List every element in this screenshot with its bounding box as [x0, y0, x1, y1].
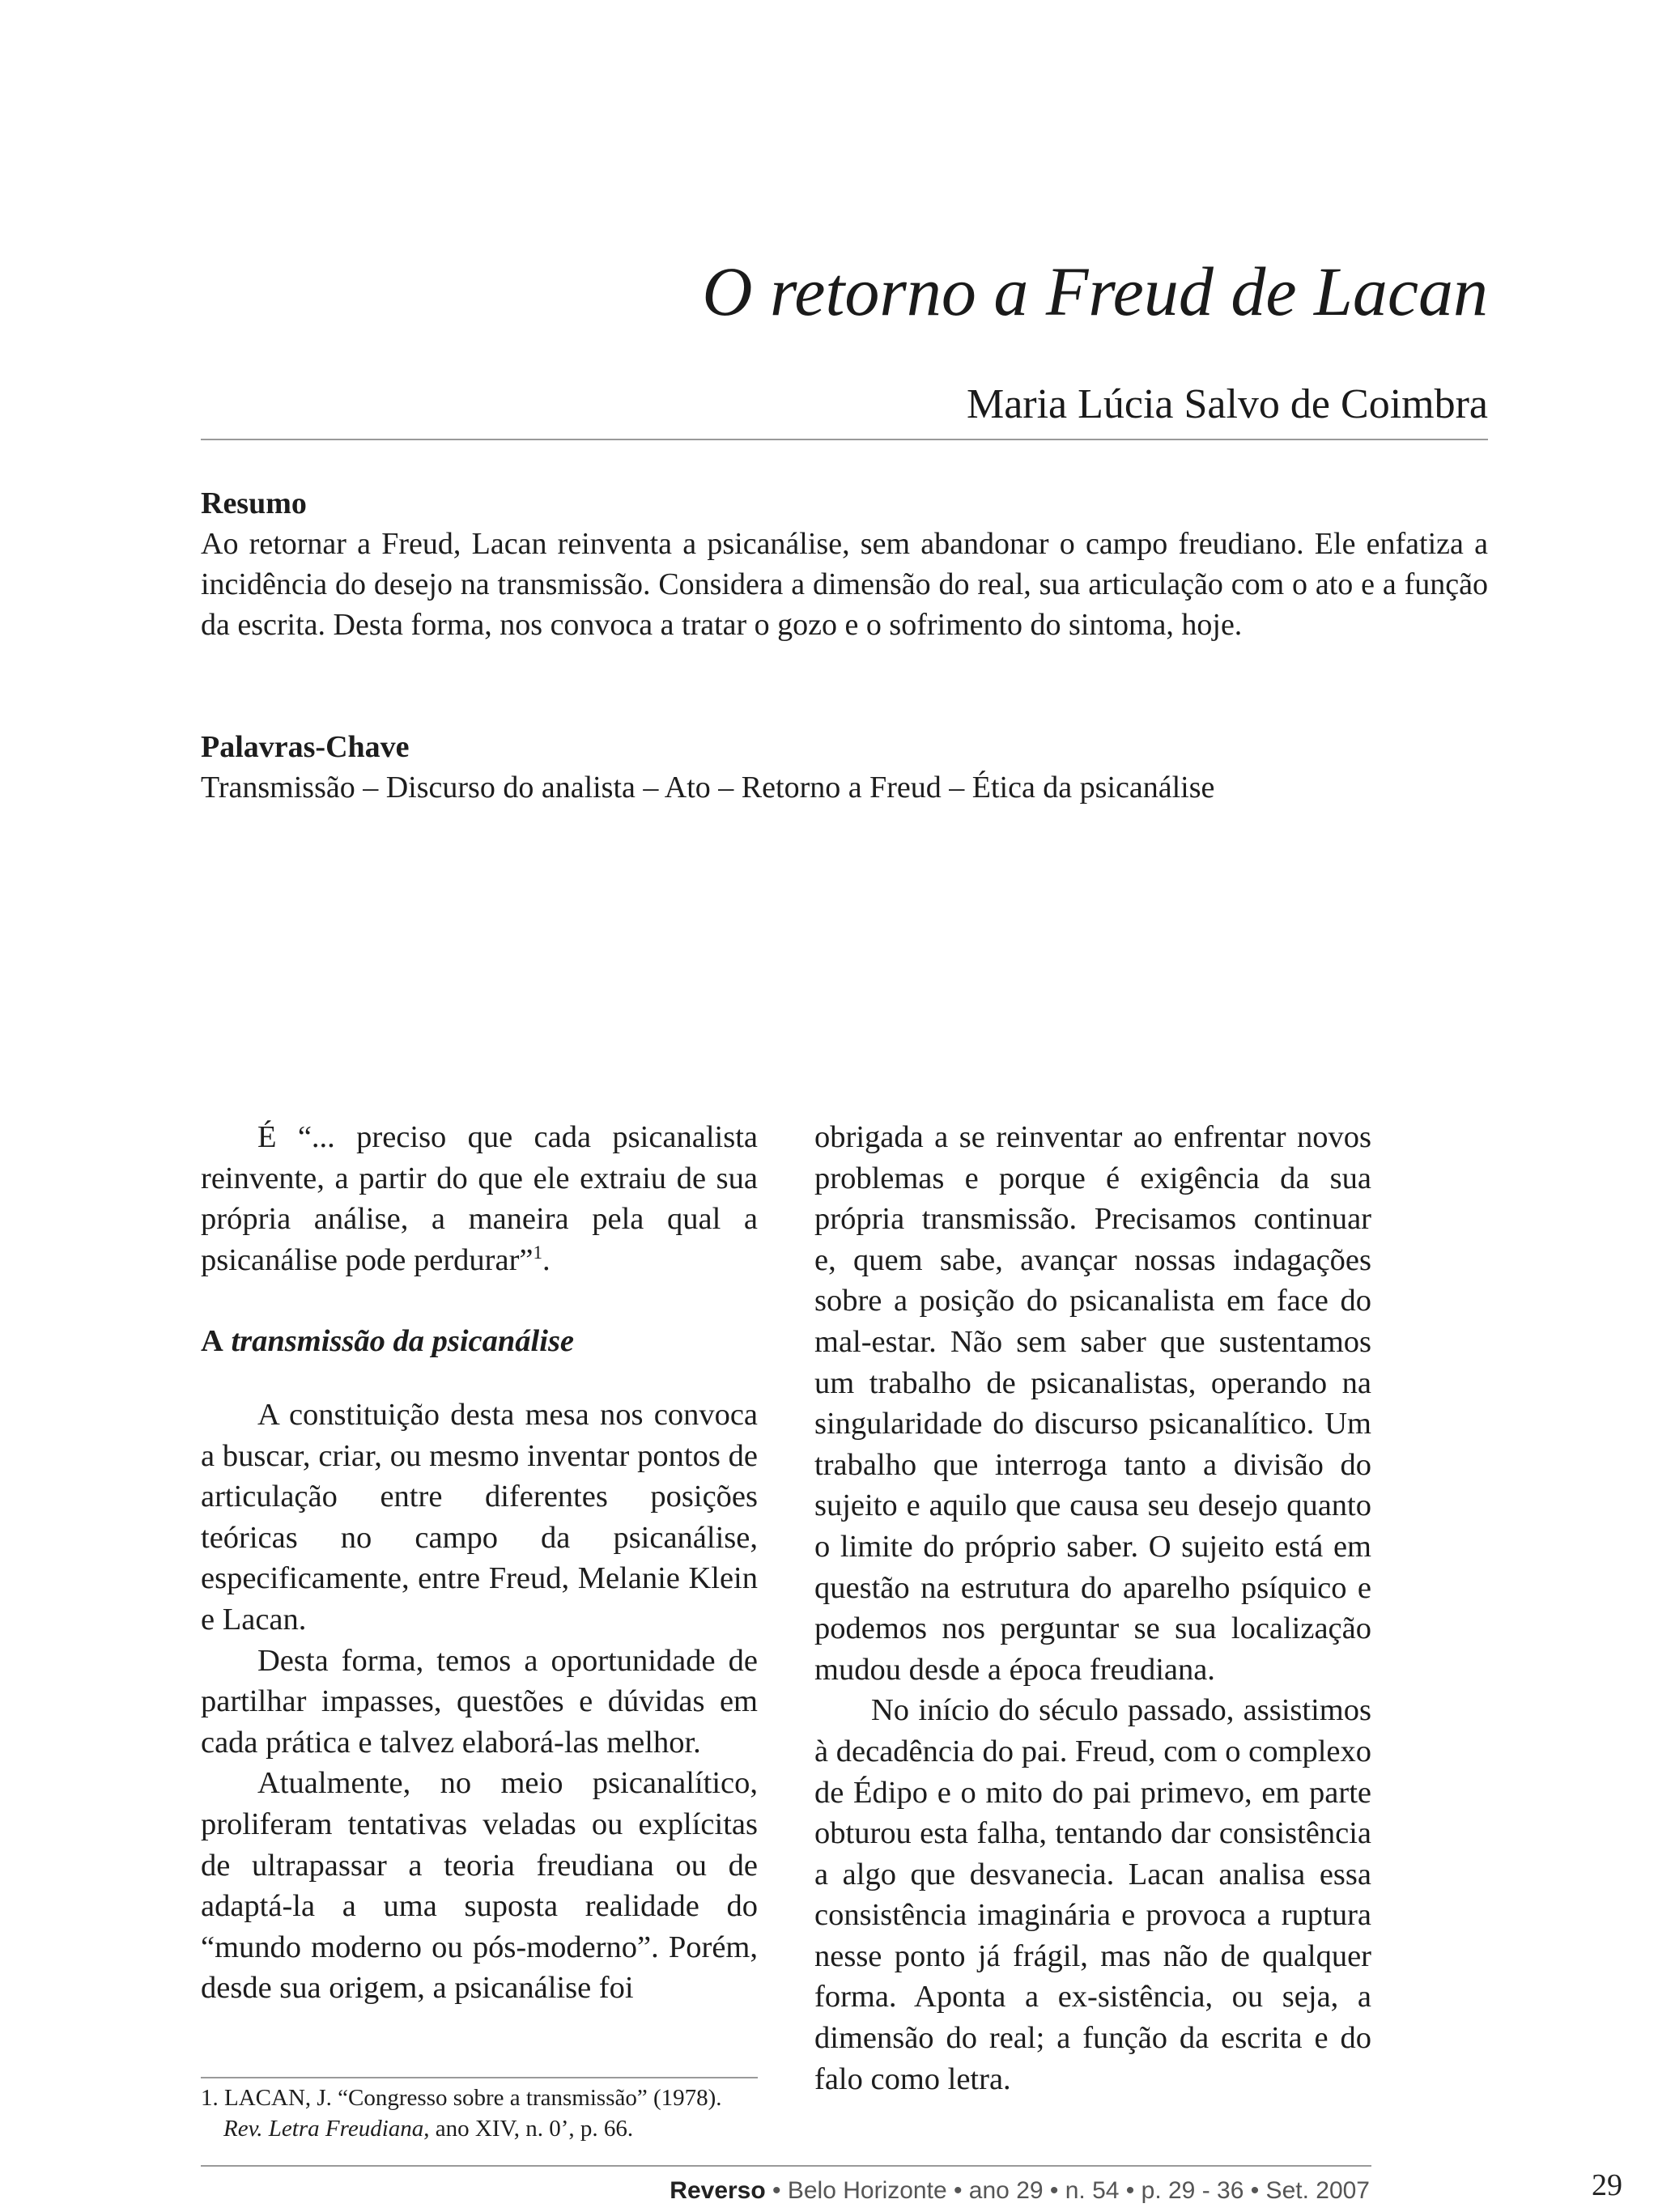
footnote	[201, 2083, 767, 2144]
section-heading-title: transmissão da psicanálise	[231, 1324, 575, 1359]
page-number: 29	[1592, 2168, 1622, 2202]
footnote-details: , ano XIV, n. 0’, p. 66.	[423, 2116, 634, 2142]
body-column-right	[814, 1117, 1371, 2099]
body-paragraph: obrigada a se reinventar ao enfrentar novos problemas e porque é exigência da sua própria transmissão. Precisamos continuar e, quem sabe, avançar nossas indagações sobre a posição do psicanalista em face do mal-estar. Não sem saber que sustentamos um trabalho de psicanalistas, operando na singularidade do discurso psicanalítico. Um trabalho que interroga tanto a divisão do sujeito e aquilo que causa seu desejo quanto o limite do próprio saber. O sujeito está em questão na estrutura do aparelho psíquico e podemos nos perguntar se sua localização mudou desde a época freudiana.	[814, 1120, 1371, 1687]
epigraph-text: É “... preciso que cada psicanalista reinvente, a partir do que ele extraiu de sua própria análise, a maneira pela qual a psicanálise pode perdurar”	[201, 1120, 758, 1277]
keywords-text: Transmissão – Discurso do analista – Ato – Retorno a Freud – Ética da psicanálise	[201, 771, 1215, 805]
footnote-line-continued	[201, 2113, 767, 2144]
footer-divider	[201, 2165, 1371, 2167]
running-footer	[670, 2177, 1370, 2205]
abstract-heading: Resumo	[201, 486, 307, 520]
body-paragraph: A constituição desta mesa nos convoca a buscar, criar, ou mesmo inventar pontos de articulação entre diferentes posições teóricas no campo da psicanálise, especificamente, entre Freud, Melanie Klein e Lacan.	[201, 1397, 758, 1637]
abstract-text: Ao retornar a Freud, Lacan reinventa a psicanálise, sem abandonar o campo freudiano. Ele enfatiza a incidência do desejo na transmissão. Considera a dimensão do real, sua articulação com o ato e a função da escrita. Desta forma, nos convoca a tratar o gozo e o sofrimento do sintoma, hoje.	[201, 527, 1488, 642]
body-paragraph: Desta forma, temos a oportunidade de partilhar impasses, questões e dúvidas em cada prática e talvez elaborá-las melhor.	[201, 1643, 758, 1760]
epigraph: É “... preciso que cada psicanalista reinvente, a partir do que ele extraiu de sua própria análise, a maneira pela qual a psicanálise pode perdurar”$^1$.	[201, 1120, 758, 1277]
article-author: Maria Lúcia Salvo de Coimbra	[966, 381, 1488, 427]
footnote-divider	[201, 2077, 758, 2078]
keywords-heading: Palavras-Chave	[201, 730, 410, 764]
footnote-journal: Rev. Letra Freudiana	[223, 2116, 424, 2142]
body-column-left	[201, 1117, 758, 2009]
abstract-section	[201, 483, 1488, 645]
footnote-ref[interactable]: 1	[533, 1241, 543, 1263]
footer-details: • Belo Horizonte • ano 29 • n. 54 • p. 29 - 36 • Set. 2007	[765, 2177, 1370, 2204]
title-divider	[201, 439, 1488, 440]
section-heading	[201, 1321, 758, 1362]
footer-journal: Reverso	[670, 2177, 766, 2204]
section-heading-lead: A	[201, 1324, 223, 1359]
body-paragraph: No início do século passado, assistimos à decadência do pai. Freud, com o complexo de Édipo e o mito do pai primevo, em parte obturou esta falha, tentando dar consistência a algo que desvanecia. Lacan analisa essa consistência imaginária e provoca a ruptura nesse ponto já frágil, mas não de qualquer forma. Aponta a ex-sistência, ou seja, a dimensão do real; a função da escrita e do falo como letra.	[814, 1693, 1371, 2096]
body-paragraph: Atualmente, no meio psicanalítico, proliferam tentativas veladas ou explícitas de ultrapassar a teoria freudiana ou de adaptá-la a uma suposta realidade do “mundo moderno ou pós-moderno”. Porém, desde sua origem, a psicanálise foi	[201, 1766, 758, 2006]
keywords-section	[201, 727, 1488, 808]
article-title: O retorno a Freud de Lacan	[702, 253, 1488, 330]
footnote-line: 1. LACAN, J. “Congresso sobre a transmissão” (1978).	[201, 2085, 722, 2111]
